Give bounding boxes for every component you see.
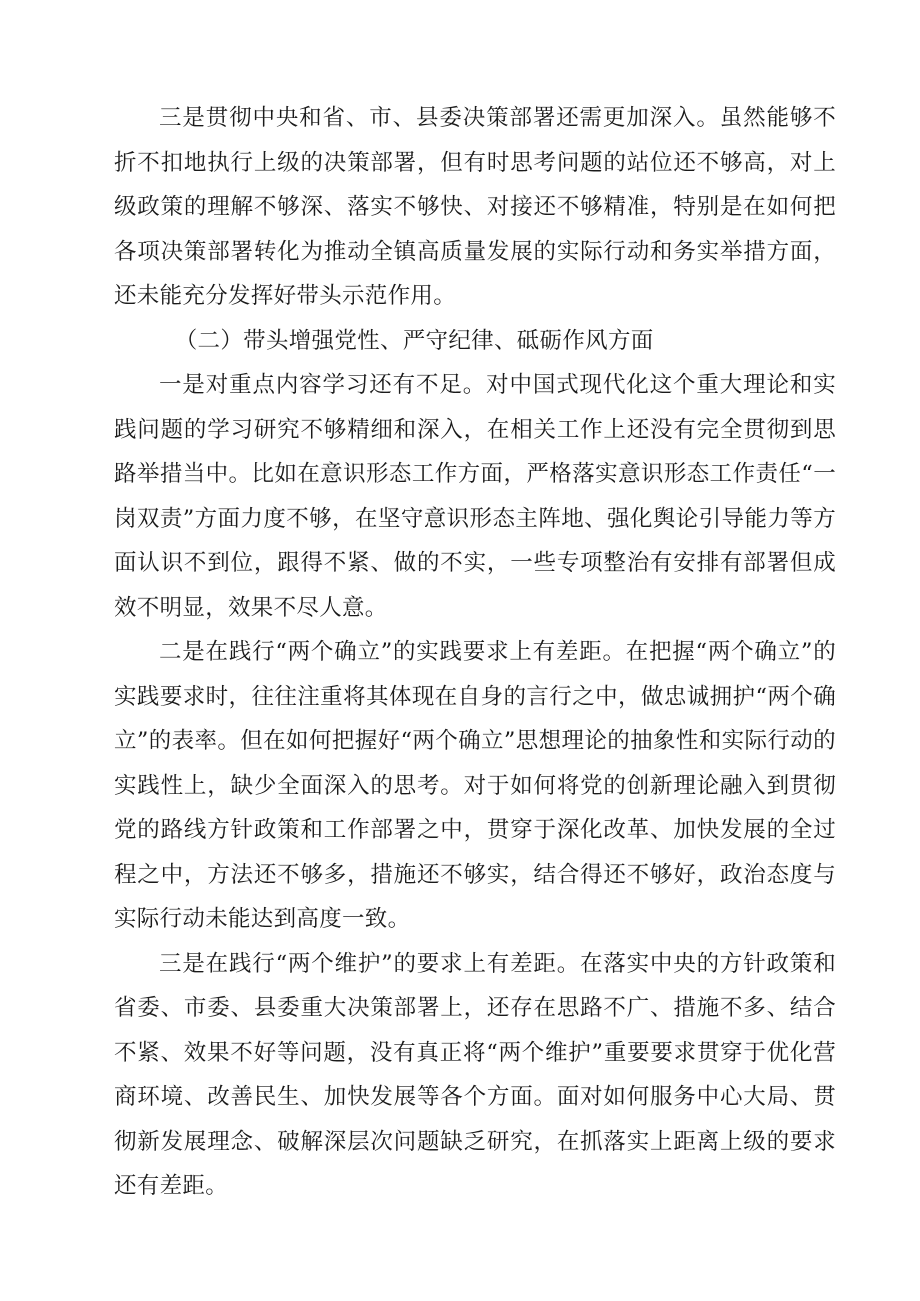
document-body	[114, 96, 836, 1209]
paragraph-decision-implementation: 三是贯彻中央和省、市、县委决策部署还需更加深入。虽然能够不折不扣地执行上级的决策部署，但有时思考问题的站位还不够高，对上级政策的理解不够深、落实不够快、对接还不够精准，特别是在如何把各项决策部署转化为推动全镇高质量发展的实际行动和务实举措方面，还未能充分发挥好带头示范作用。	[114, 105, 836, 309]
paragraph-two-establishes: 二是在践行“两个确立”的实践要求上有差距。在把握“两个确立”的实践要求时，往往注重将其体现在自身的言行之中，做忠诚拥护“两个确立”的表率。但在如何把握好“两个确立”思想理论的抽象性和实际行动的实践性上，缺少全面深入的思考。对于如何将党的创新理论融入到贯彻党的路线方针政策和工作部署之中，贯穿于深化改革、加快发展的全过程之中，方法还不够多，措施还不够实，结合得还不够好，政治态度与实际行动未能达到高度一致。	[114, 639, 836, 932]
paragraph-two-safeguards: 三是在践行“两个维护”的要求上有差距。在落实中央的方针政策和省委、市委、县委重大决策部署上，还存在思路不广、措施不多、结合不紧、效果不好等问题，没有真正将“两个维护”重要要求贯穿于优化营商环境、改善民生、加快发展等各个方面。面对如何服务中心大局、贯彻新发展理念、破解深层次问题缺乏研究，在抓落实上距离上级的要求还有差距。	[114, 950, 836, 1199]
section-heading-2: （二）带头增强党性、严守纪律、砥砺作风方面	[174, 327, 654, 354]
paragraph-study-shortfall: 一是对重点内容学习还有不足。对中国式现代化这个重大理论和实践问题的学习研究不够精细和深入，在相关工作上还没有完全贯彻到思路举措当中。比如在意识形态工作方面，严格落实意识形态工作责任“一岗双责”方面力度不够，在坚守意识形态主阵地、强化舆论引导能力等方面认识不到位，跟得不紧、做的不实，一些专项整治有安排有部署但成效不明显，效果不尽人意。	[114, 372, 836, 621]
